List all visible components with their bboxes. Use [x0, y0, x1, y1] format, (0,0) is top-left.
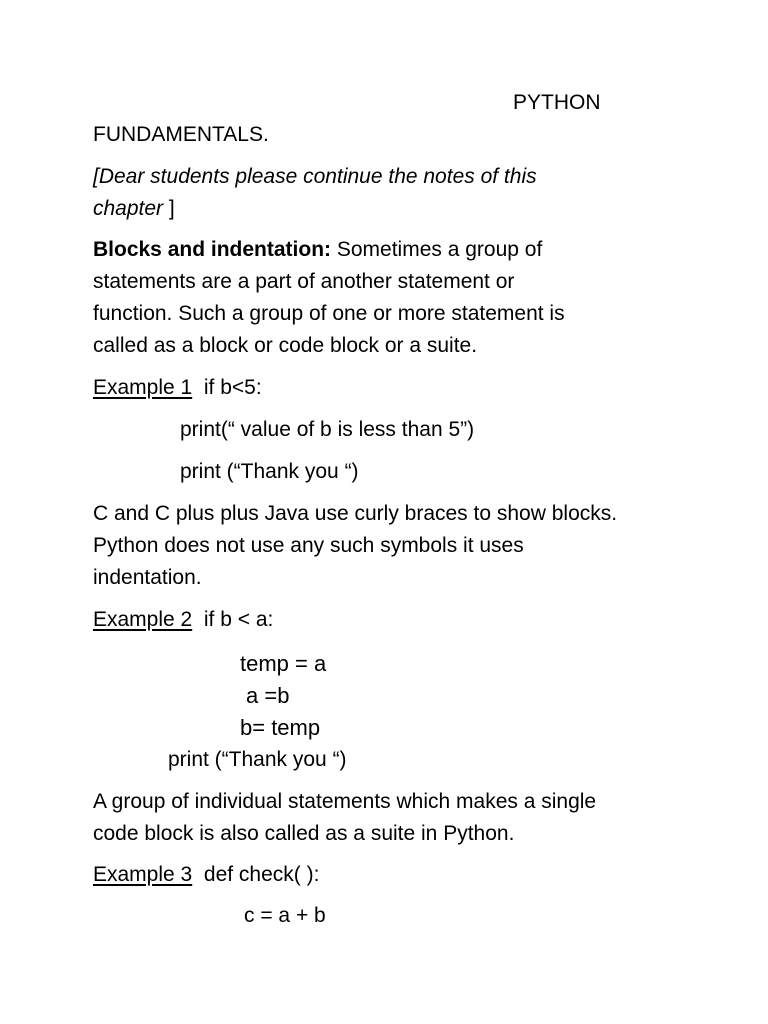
example2-statement: if b < a: [203, 608, 274, 631]
suite-line-2: code block is also called as a suite in Python. [93, 822, 515, 845]
example1-heading [93, 372, 262, 404]
example2-code-line: temp = a [240, 651, 327, 676]
blocks-line-3: function. Such a group of one or more statement is [93, 302, 565, 325]
suite-line-1: A group of individual statements which makes a single [93, 790, 597, 813]
curly-line-3: indentation. [93, 566, 202, 589]
title-line-1: PYTHON [513, 91, 601, 114]
example2-code-line: a =b [246, 683, 290, 708]
blocks-line-2: statements are a part of another statement or [93, 270, 515, 293]
blocks-line-4: called as a block or code block or a suite. [93, 334, 478, 357]
example1-code-line: print (“Thank you “) [180, 460, 359, 483]
note-chapter-word: chapter [93, 197, 164, 220]
example3-heading [93, 859, 319, 891]
example2-code-line: print (“Thank you “) [168, 748, 347, 771]
blocks-heading: Blocks and indentation: [93, 238, 332, 261]
blocks-line-1 [93, 234, 542, 266]
note-line-2 [93, 193, 175, 225]
title-line-2: FUNDAMENTALS. [93, 123, 269, 146]
example3-statement: def check( ): [203, 863, 320, 886]
curly-line-2: Python does not use any such symbols it uses [93, 534, 524, 557]
example2-label: Example 2 [93, 608, 193, 631]
example1-code-line: print(“ value of b is less than 5”) [180, 418, 475, 441]
example3-label: Example 3 [93, 863, 193, 886]
curly-line-1: C and C plus plus Java use curly braces to show blocks. [93, 502, 618, 525]
example1-label: Example 1 [93, 376, 193, 399]
example2-heading [93, 604, 273, 636]
note-closing-bracket: ] [163, 197, 175, 220]
example2-code-line: b= temp [240, 715, 321, 740]
example3-code-line: c = a + b [244, 904, 326, 927]
blocks-line-1-text: Sometimes a group of [331, 238, 543, 261]
note-line-1: [Dear students please continue the notes of this [93, 165, 537, 188]
example1-statement: if b<5: [203, 376, 262, 399]
